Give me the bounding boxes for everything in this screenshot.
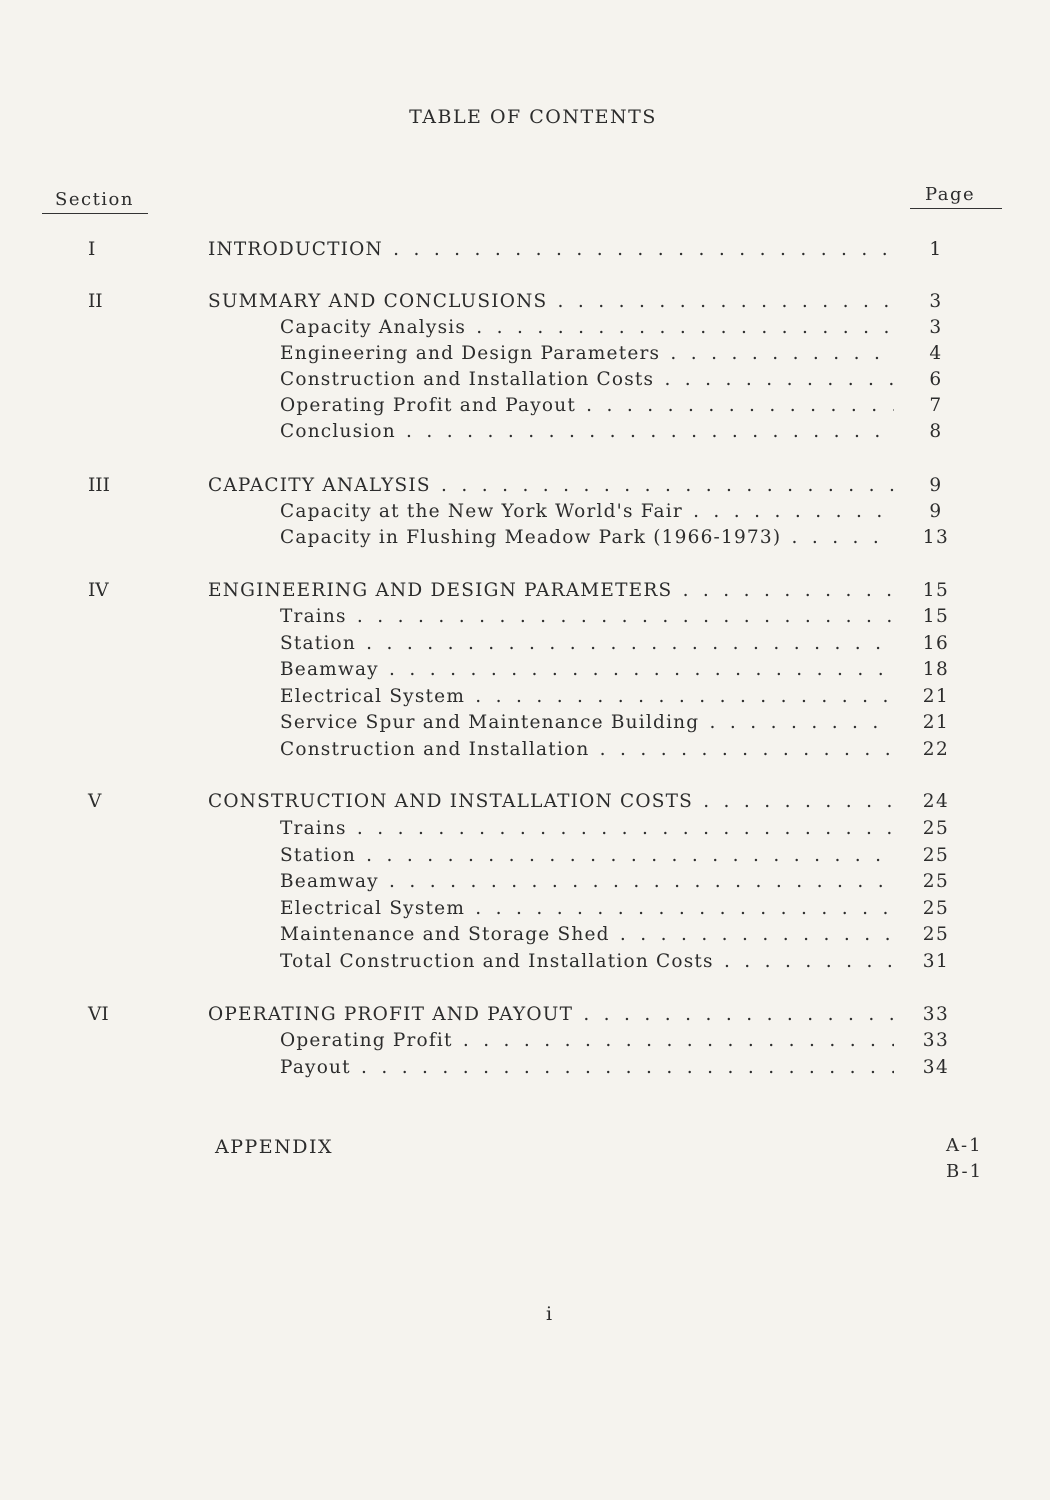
section-title: CAPACITY ANALYSIS . . .: [208, 473, 894, 499]
page-number: 1: [929, 239, 943, 260]
subsection-title: Total Construction and Installation Costs . . .: [280, 949, 894, 975]
toc-entry-section-4[interactable]: [0, 578, 1050, 604]
section-title: INTRODUCTION . . .: [208, 237, 894, 263]
section-title: ENGINEERING AND DESIGN PARAMETERS . . .: [208, 578, 894, 604]
page-number: 7: [929, 395, 943, 416]
section-numeral: VI: [88, 1004, 109, 1025]
page-number: 33: [922, 1004, 950, 1025]
toc-entry-subsection[interactable]: [0, 419, 1050, 445]
toc-entry-subsection[interactable]: [0, 1028, 1050, 1054]
toc-entry-subsection[interactable]: [0, 684, 1050, 710]
subsection-title: Capacity Analysis . . .: [280, 315, 894, 341]
page-column-header: Page: [910, 184, 1002, 209]
page-number: 9: [929, 501, 943, 522]
appendix-label[interactable]: APPENDIX: [215, 1136, 334, 1158]
subsection-title: Service Spur and Maintenance Building . . .: [280, 710, 894, 736]
subsection-title: Capacity at the New York World's Fair . . .: [280, 499, 894, 525]
subsection-title: Electrical System . . .: [280, 896, 894, 922]
subsection-title: Construction and Installation . . .: [280, 737, 894, 763]
page-number: 25: [922, 898, 950, 919]
subsection-title: Trains . . .: [280, 816, 894, 842]
section-numeral: II: [88, 291, 103, 312]
page-number: 22: [922, 739, 950, 760]
page-number: 3: [929, 317, 943, 338]
page-footer-number: i: [545, 1303, 553, 1325]
toc-entry-subsection[interactable]: [0, 657, 1050, 683]
section-numeral: IV: [88, 580, 109, 601]
toc-entry-subsection[interactable]: [0, 367, 1050, 393]
toc-entry-subsection[interactable]: [0, 869, 1050, 895]
page-number: 15: [922, 606, 950, 627]
toc-entry-section-5[interactable]: [0, 789, 1050, 815]
toc-entry-subsection[interactable]: [0, 525, 1050, 551]
page-number: 25: [922, 924, 950, 945]
appendix-page-b: B-1: [946, 1161, 984, 1182]
section-column-header: Section: [42, 189, 148, 214]
page-number: 25: [922, 818, 950, 839]
page-number: 6: [929, 369, 943, 390]
section-title: CONSTRUCTION AND INSTALLATION COSTS . . .: [208, 789, 894, 815]
subsection-title: Station . . .: [280, 631, 894, 657]
page-title: TABLE OF CONTENTS: [409, 106, 657, 128]
page-number: 25: [922, 871, 950, 892]
appendix-pages: [946, 1133, 983, 1185]
page-number: 15: [922, 580, 950, 601]
subsection-title: Trains . . .: [280, 604, 894, 630]
toc-entry-subsection[interactable]: [0, 949, 1050, 975]
page-number: 16: [922, 633, 950, 654]
toc-entry-subsection[interactable]: [0, 843, 1050, 869]
page-number: 18: [922, 659, 950, 680]
subsection-title: Construction and Installation Costs . . .: [280, 367, 894, 393]
toc-entry-section-1[interactable]: [0, 237, 1050, 263]
toc-entry-subsection[interactable]: [0, 631, 1050, 657]
page-number: 31: [922, 951, 950, 972]
page-number: 4: [929, 343, 943, 364]
subsection-title: Operating Profit and Payout . . .: [280, 393, 894, 419]
subsection-title: Electrical System . . .: [280, 684, 894, 710]
toc-entry-subsection[interactable]: [0, 1055, 1050, 1081]
page-number: 24: [922, 791, 950, 812]
subsection-title: Payout . . .: [280, 1055, 894, 1081]
page-number: 25: [922, 845, 950, 866]
toc-entry-subsection[interactable]: [0, 737, 1050, 763]
page-number: 21: [922, 712, 950, 733]
toc-entry-subsection[interactable]: [0, 499, 1050, 525]
page-number: 3: [929, 291, 943, 312]
toc-entry-subsection[interactable]: [0, 604, 1050, 630]
page-number: 13: [922, 527, 950, 548]
toc-entry-subsection[interactable]: [0, 710, 1050, 736]
subsection-title: Conclusion . . .: [280, 419, 894, 445]
toc-entry-subsection[interactable]: [0, 816, 1050, 842]
toc-entry-section-6[interactable]: [0, 1002, 1050, 1028]
subsection-title: Capacity in Flushing Meadow Park (1966-1973) . . .: [280, 525, 894, 551]
toc-entry-subsection[interactable]: [0, 393, 1050, 419]
subsection-title: Beamway . . .: [280, 869, 894, 895]
toc-entry-subsection[interactable]: [0, 341, 1050, 367]
page-number: 34: [922, 1057, 950, 1078]
toc-entry-subsection[interactable]: [0, 922, 1050, 948]
subsection-title: Beamway . . .: [280, 657, 894, 683]
toc-entry-section-3[interactable]: [0, 473, 1050, 499]
toc-entry-subsection[interactable]: [0, 315, 1050, 341]
toc-entry-section-2[interactable]: [0, 289, 1050, 315]
section-title: SUMMARY AND CONCLUSIONS . . .: [208, 289, 894, 315]
section-title: OPERATING PROFIT AND PAYOUT . . .: [208, 1002, 894, 1028]
subsection-title: Operating Profit . . .: [280, 1028, 894, 1054]
section-numeral: III: [88, 475, 110, 496]
page-number: 8: [929, 421, 943, 442]
appendix-page-a: A-1: [946, 1135, 983, 1156]
page-number: 9: [929, 475, 943, 496]
page-number: 21: [922, 686, 950, 707]
toc-entry-subsection[interactable]: [0, 896, 1050, 922]
subsection-title: Station . . .: [280, 843, 894, 869]
subsection-title: Engineering and Design Parameters . . .: [280, 341, 894, 367]
section-numeral: I: [88, 239, 96, 260]
section-numeral: V: [88, 791, 102, 812]
page-number: 33: [922, 1030, 950, 1051]
subsection-title: Maintenance and Storage Shed . . .: [280, 922, 894, 948]
